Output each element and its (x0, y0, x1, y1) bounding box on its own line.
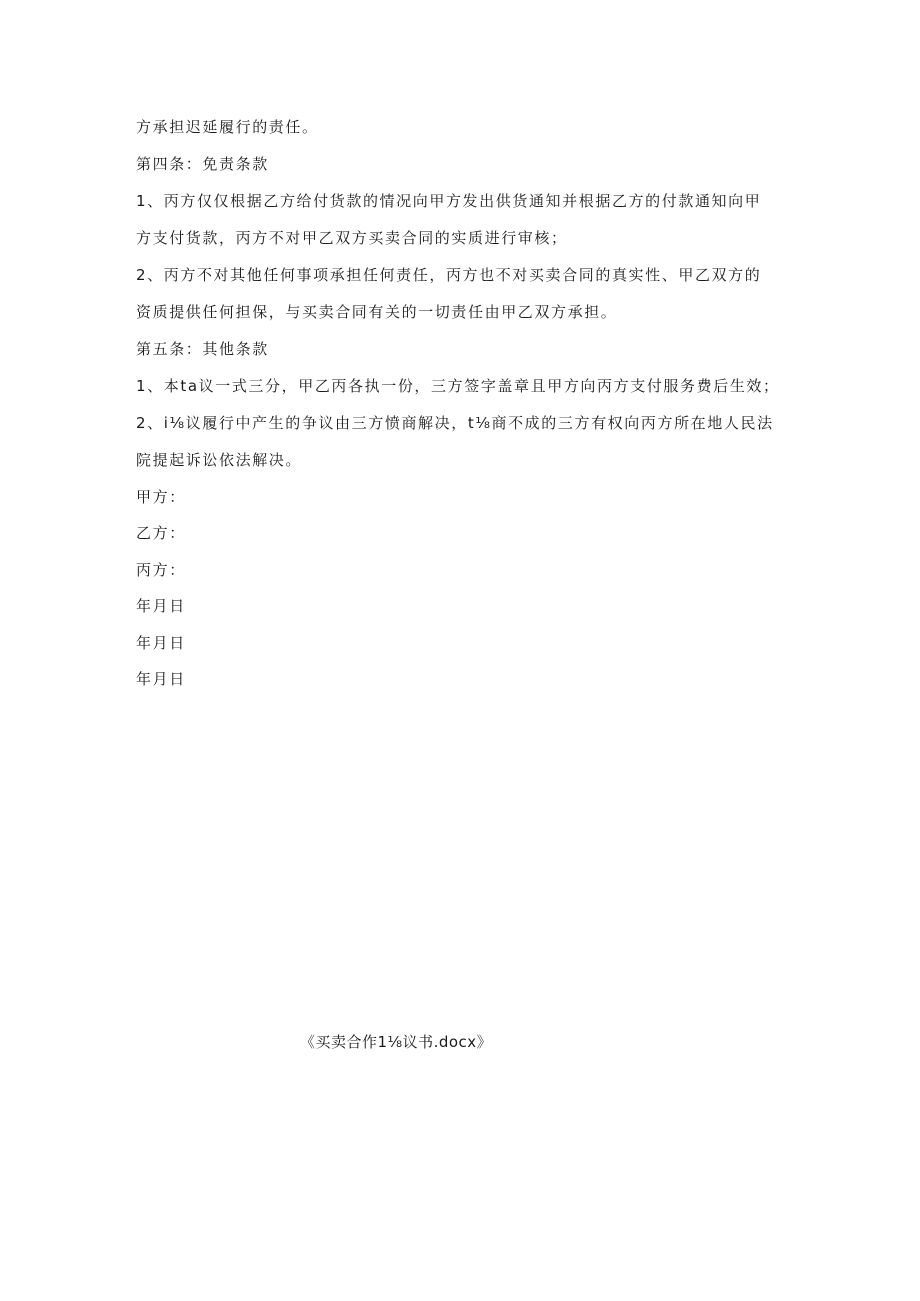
date-line-2: 年月日 (136, 634, 186, 652)
section-heading-4: 第四条：免责条款 (136, 155, 269, 173)
clause-4-1-line-2: 方支付货款，丙方不对甲乙双方买卖合同的实质进行审核； (136, 229, 568, 247)
clause-4-2-line-2: 资质提供任何担保，与买卖合同有关的一切责任由甲乙双方承担。 (136, 303, 618, 321)
party-a-signature: 甲方： (136, 488, 186, 506)
document-footer-filename: 《买卖合作1⅛议书.docx》 (300, 1033, 493, 1051)
party-c-signature: 丙方： (136, 561, 186, 579)
clause-4-1-line-1: 1、丙方仅仅根据乙方给付货款的情况向甲方发出供货通知并根据乙方的付款通知向甲 (136, 192, 762, 210)
date-line-1: 年月日 (136, 597, 186, 615)
section-heading-5: 第五条：其他条款 (136, 340, 269, 358)
clause-5-2-line-1: 2、i⅛议履行中产生的争议由三方愤商解决，t⅛商不成的三方有权向丙方所在地人民法 (136, 414, 774, 432)
party-b-signature: 乙方： (136, 524, 186, 542)
clause-5-1: 1、本ta议一式三分，甲乙丙各执一份，三方签字盖章且甲方向丙方支付服务费后生效； (136, 377, 780, 395)
text-line-obligation-end: 方承担迟延履行的责任。 (136, 118, 319, 136)
clause-4-2-line-1: 2、丙方不对其他任何事项承担任何责任，丙方也不对买卖合同的真实性、甲乙双方的 (136, 266, 762, 284)
date-line-3: 年月日 (136, 670, 186, 688)
clause-5-2-line-2: 院提起诉讼依法解决。 (136, 451, 303, 469)
